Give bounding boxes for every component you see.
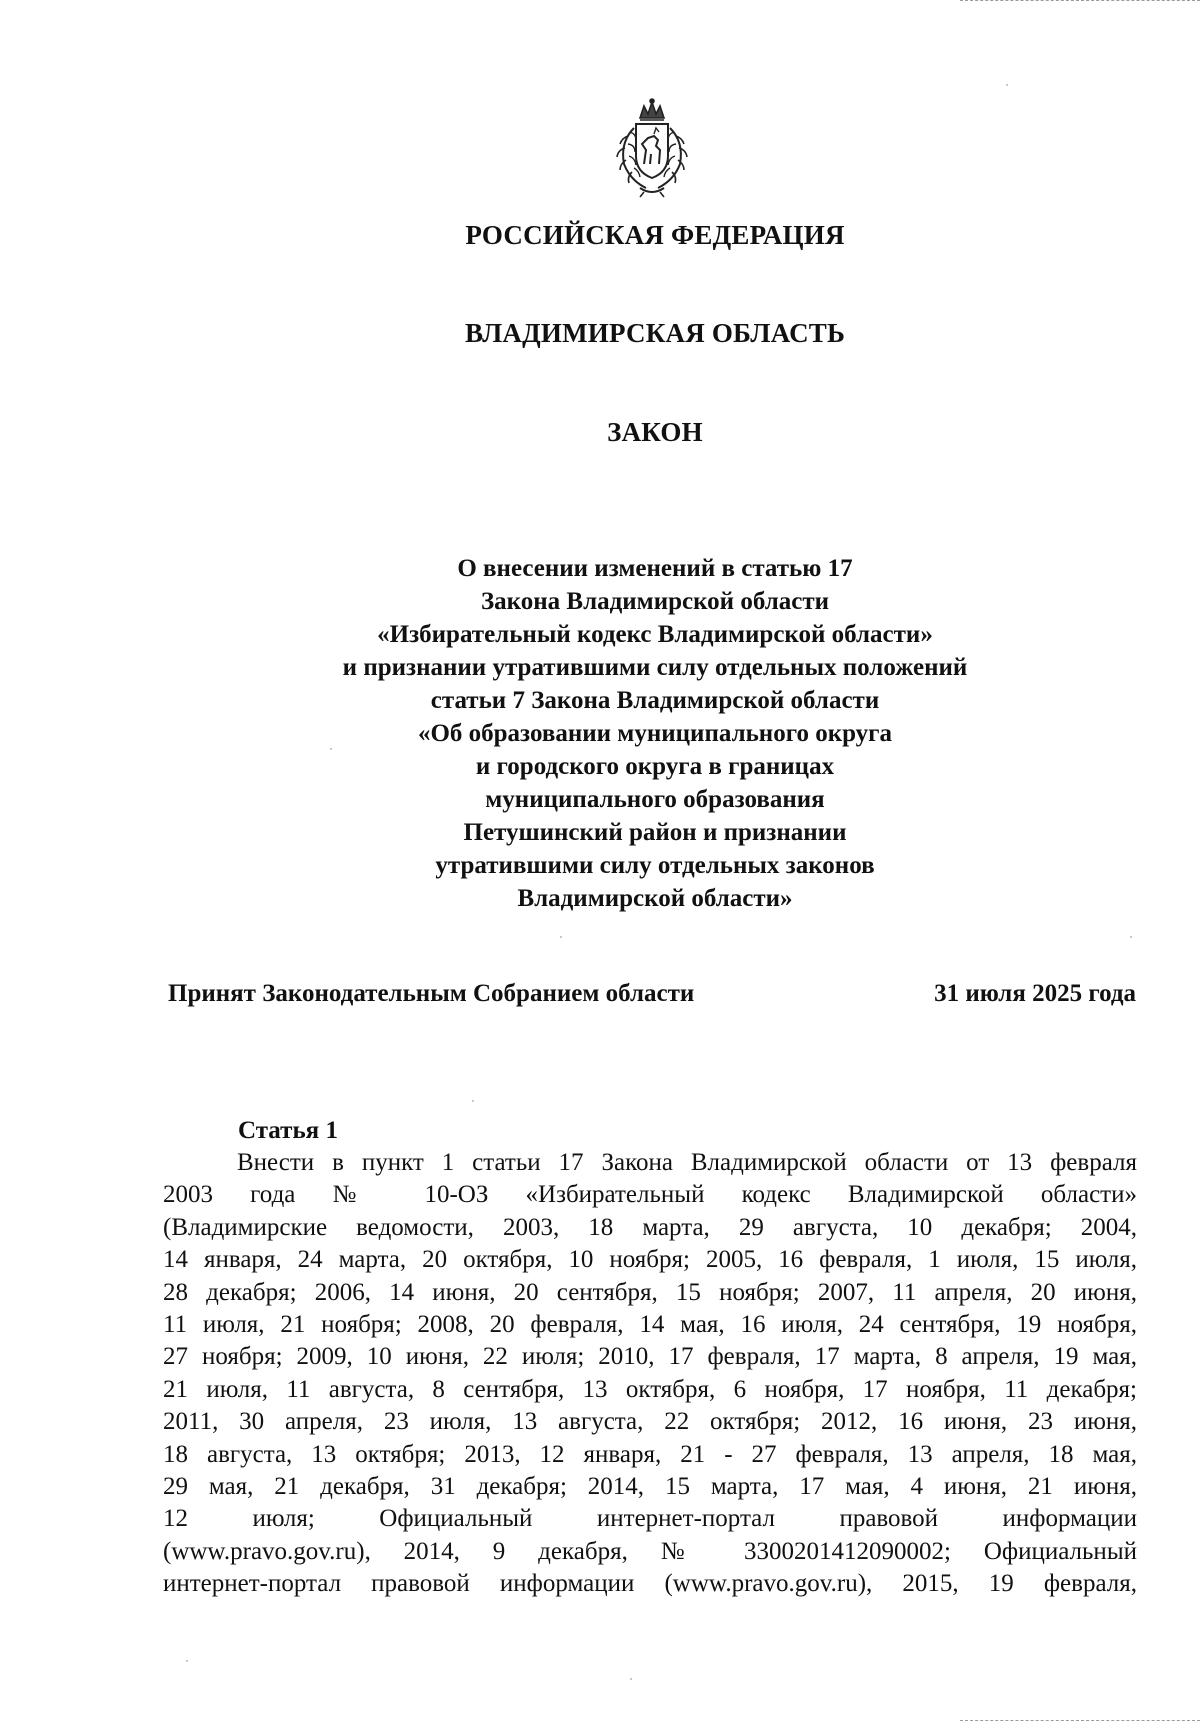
region-heading: ВЛАДИМИРСКАЯ ОБЛАСТЬ (464, 318, 846, 348)
law-title-line: и городского округа в границах (475, 753, 835, 780)
law-title-line: и признании утратившими силу отдельных положений (342, 654, 968, 681)
scan-speck (1006, 84, 1008, 86)
law-title-line: утратившими силу отдельных законов (435, 852, 875, 879)
law-title-line: муниципального образования (485, 786, 825, 813)
document-type-heading: ЗАКОН (607, 417, 703, 447)
article-line: 2003 года № 10-ОЗ «Избирательный кодекс Владимирской области» (163, 1181, 1137, 1209)
scan-edge-bottom (960, 1720, 1200, 1721)
country-heading: РОССИЙСКАЯ ФЕДЕРАЦИЯ (465, 220, 845, 250)
article-body (163, 1147, 1137, 1601)
article-line: 18 августа, 13 октября; 2013, 12 января, 21 - 27 февраля, 13 апреля, 18 мая, (163, 1440, 1137, 1468)
article-line: (Владимирские ведомости, 2003, 18 марта, 29 августа, 10 декабря; 2004, (163, 1213, 1137, 1241)
article-heading: Статья 1 (238, 1117, 338, 1144)
law-title-line: Владимирской области» (517, 885, 793, 912)
law-title-line: Петушинский район и признании (463, 819, 847, 846)
article-line: 27 ноября; 2009, 10 июня, 22 июля; 2010, 17 февраля, 17 марта, 8 апреля, 19 мая, (163, 1343, 1137, 1371)
scan-speck (1130, 936, 1132, 938)
adopted-by: Принят Законодательным Собранием области (168, 980, 695, 1007)
adoption-date: 31 июля 2025 года (934, 980, 1136, 1007)
law-title-line: «Избирательный кодекс Владимирской области» (377, 621, 933, 648)
article-line: 2011, 30 апреля, 23 июля, 13 августа, 22 октября; 2012, 16 июня, 23 июня, (163, 1408, 1137, 1436)
scan-speck (630, 1678, 632, 1680)
article-line: 14 января, 24 марта, 20 октября, 10 ноября; 2005, 16 февраля, 1 июля, 15 июля, (163, 1246, 1137, 1274)
article-line: 29 мая, 21 декабря, 31 декабря; 2014, 15 марта, 17 мая, 4 июня, 21 июня, (163, 1473, 1137, 1501)
scan-speck (186, 1660, 188, 1662)
article-line: (www.pravo.gov.ru), 2014, 9 декабря, № 3300201412090002; Официальный (163, 1537, 1137, 1565)
article-line: 11 июля, 21 ноября; 2008, 20 февраля, 14 мая, 16 июля, 24 сентября, 19 ноября, (163, 1311, 1137, 1339)
article-line: 12 июля; Официальный интернет-портал правовой информации (163, 1505, 1137, 1533)
scan-edge-top (960, 0, 1200, 1)
scan-speck (330, 748, 332, 750)
article-line: Внести в пункт 1 статьи 17 Закона Владимирской области от 13 февраля (237, 1149, 1137, 1176)
coat-of-arms-icon (604, 98, 700, 198)
law-title (0, 552, 1200, 915)
scan-speck (472, 1100, 474, 1102)
scan-speck (560, 936, 562, 938)
law-title-line: статьи 7 Закона Владимирской области (430, 687, 880, 714)
law-title-line: «Об образовании муниципального округа (417, 720, 893, 747)
law-title-line: Закона Владимирской области (480, 588, 830, 615)
law-title-line: О внесении изменений в статью 17 (457, 555, 853, 582)
article-line: 28 декабря; 2006, 14 июня, 20 сентября, 15 ноября; 2007, 11 апреля, 20 июня, (163, 1278, 1137, 1306)
article-line: интернет-портал правовой информации (www.pravo.gov.ru), 2015, 19 февраля, (163, 1570, 1137, 1598)
article-line: 21 июля, 11 августа, 8 сентября, 13 октября, 6 ноября, 17 ноября, 11 декабря; (163, 1375, 1137, 1403)
